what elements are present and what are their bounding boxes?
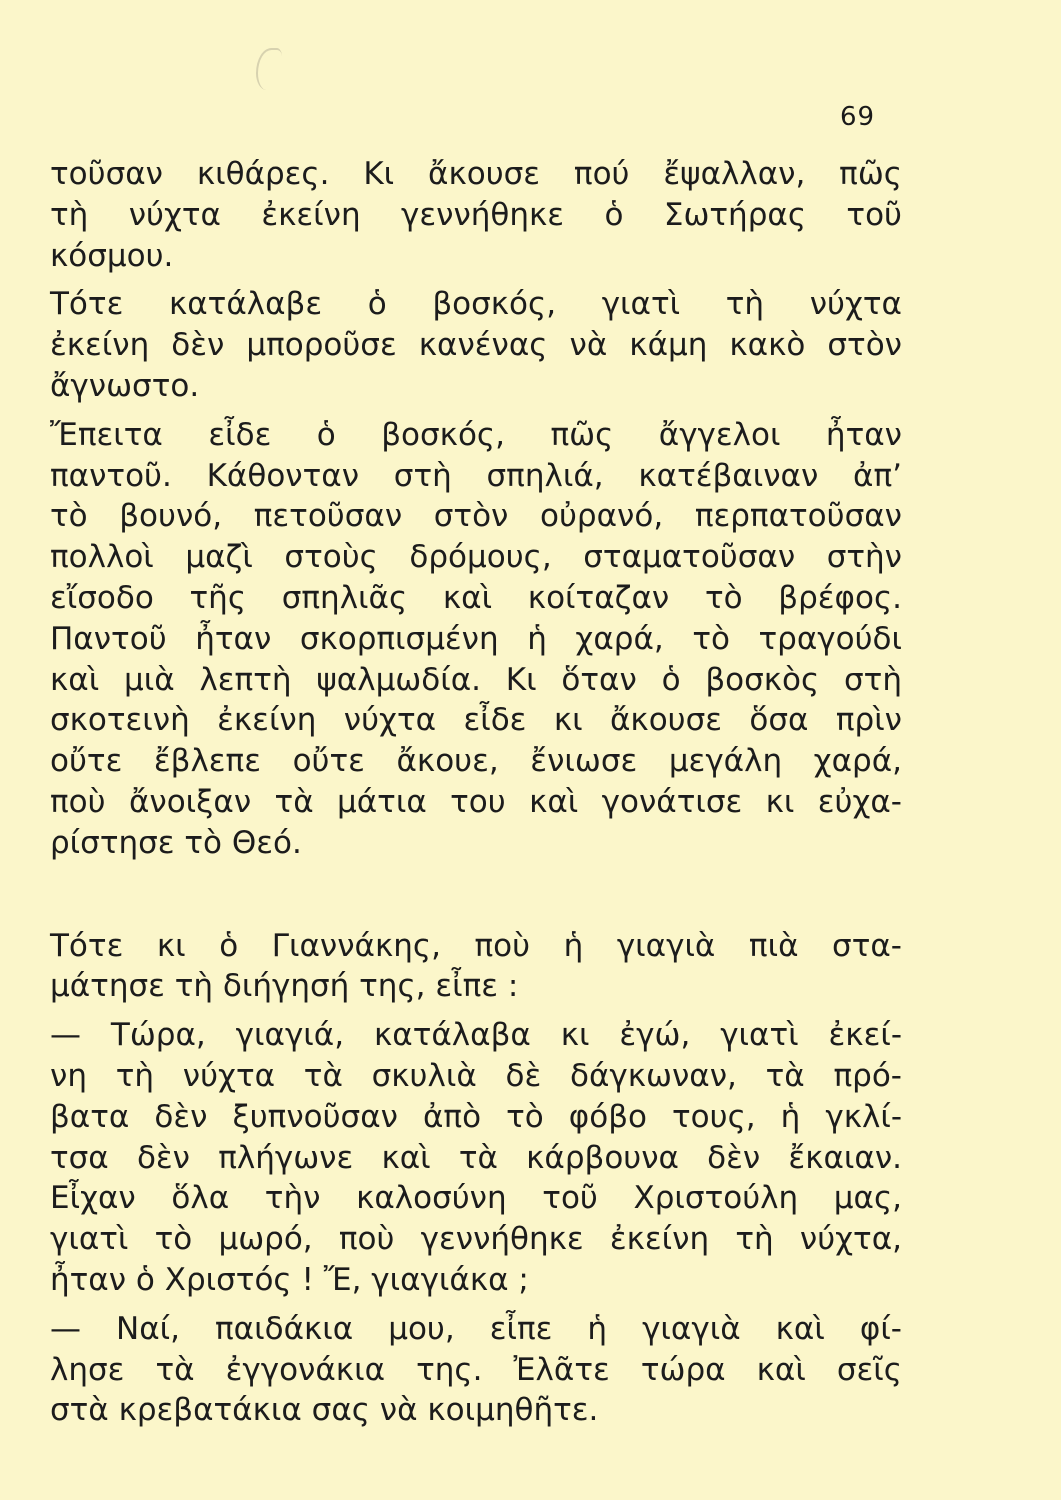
text-line: πολλοὶ μαζὶ στοὺς δρόμους, σταματοῦσαν στὴν: [50, 539, 902, 576]
body-text: [50, 154, 902, 1431]
section-break: [50, 864, 902, 926]
paragraph-gap: [50, 1301, 902, 1309]
text-line: καὶ μιὰ λεπτὴ ψαλμωδία. Κι ὅταν ὁ βοσκὸς στὴ: [50, 661, 902, 698]
text-line: στὰ κρεβατάκια σας νὰ κοιμηθῆτε.: [50, 1392, 599, 1429]
text-line: σκοτεινὴ ἐκείνη νύχτα εἶδε κι ἄκουσε ὅσα πρὶν: [50, 702, 902, 739]
text-line: τὸ βουνό, πετοῦσαν στὸν οὐρανό, περπατοῦσαν: [50, 498, 902, 535]
text-line: παντοῦ. Κάθονταν στὴ σπηλιά, κατέβαιναν ἀπ’: [50, 457, 902, 494]
text-line: γιατὶ τὸ μωρό, ποὺ γεννήθηκε ἐκείνη τὴ νύχτα,: [50, 1221, 902, 1258]
text-line: μάτησε τὴ διήγησή της, εἶπε :: [50, 968, 519, 1005]
text-line: ποὺ ἄνοιξαν τὰ μάτια του καὶ γονάτισε κι εὐχα-: [50, 783, 902, 820]
paragraph: [50, 1015, 902, 1301]
text-line: Τότε κατάλαβε ὁ βοσκός, γιατὶ τὴ νύχτα: [50, 286, 902, 323]
ink-smudge: [256, 48, 282, 90]
text-line: ρίστησε τὸ Θεό.: [50, 824, 302, 861]
text-line: νη τὴ νύχτα τὰ σκυλιὰ δὲ δάγκωναν, τὰ πρό-: [50, 1057, 902, 1094]
text-line: — Ναί, παιδάκια μου, εἶπε ἡ γιαγιὰ καὶ φί-: [50, 1310, 902, 1347]
text-line: λησε τὰ ἐγγονάκια της. Ἐλᾶτε τώρα καὶ σεῖς: [50, 1351, 902, 1388]
text-line: ἄγνωστο.: [50, 367, 200, 404]
paragraph-gap: [50, 407, 902, 415]
text-line: εἴσοδο τῆς σπηλιᾶς καὶ κοίταζαν τὸ βρέφος.: [50, 579, 902, 616]
paragraph: [50, 1309, 902, 1431]
page-number: 69: [840, 102, 876, 132]
text-line: οὔτε ἔβλεπε οὔτε ἄκουε, ἔνιωσε μεγάλη χαρά,: [50, 743, 902, 780]
paragraph-gap: [50, 276, 902, 284]
paragraph: [50, 284, 902, 406]
text-section: [50, 926, 902, 1432]
text-line: τσα δὲν πλήγωνε καὶ τὰ κάρβουνα δὲν ἔκαιαν.: [50, 1139, 902, 1176]
text-line: ἐκείνη δὲν μποροῦσε κανένας νὰ κάμη κακὸ στὸν: [50, 327, 902, 364]
text-line: Παντοῦ ἦταν σκορπισμένη ἡ χαρά, τὸ τραγούδι: [50, 620, 902, 657]
text-line: κόσμου.: [50, 237, 174, 274]
text-line: — Τώρα, γιαγιά, κατάλαβα κι ἐγώ, γιατὶ ἐκεί-: [50, 1017, 902, 1054]
text-line: βατα δὲν ξυπνοῦσαν ἀπὸ τὸ φόβο τους, ἡ γκλί-: [50, 1098, 902, 1135]
paragraph-gap: [50, 1007, 902, 1015]
text-line: τοῦσαν κιθάρες. Κι ἄκουσε πού ἔψαλλαν, πῶς: [50, 156, 902, 192]
paragraph: [50, 154, 902, 276]
text-line: Ἔπειτα εἶδε ὁ βοσκός, πῶς ἄγγελοι ἦταν: [50, 416, 902, 453]
text-line: τὴ νύχτα ἐκείνη γεννήθηκε ὁ Σωτήρας τοῦ: [50, 196, 902, 233]
text-line: Εἶχαν ὅλα τὴν καλοσύνη τοῦ Χριστούλη μας,: [50, 1180, 902, 1217]
paragraph: [50, 415, 902, 864]
paragraph: [50, 926, 902, 1008]
text-line: ἦταν ὁ Χριστός ! Ἔ, γιαγιάκα ;: [50, 1261, 529, 1298]
text-section: [50, 154, 902, 864]
text-line: Τότε κι ὁ Γιαννάκης, ποὺ ἡ γιαγιὰ πιὰ στα-: [50, 927, 902, 964]
